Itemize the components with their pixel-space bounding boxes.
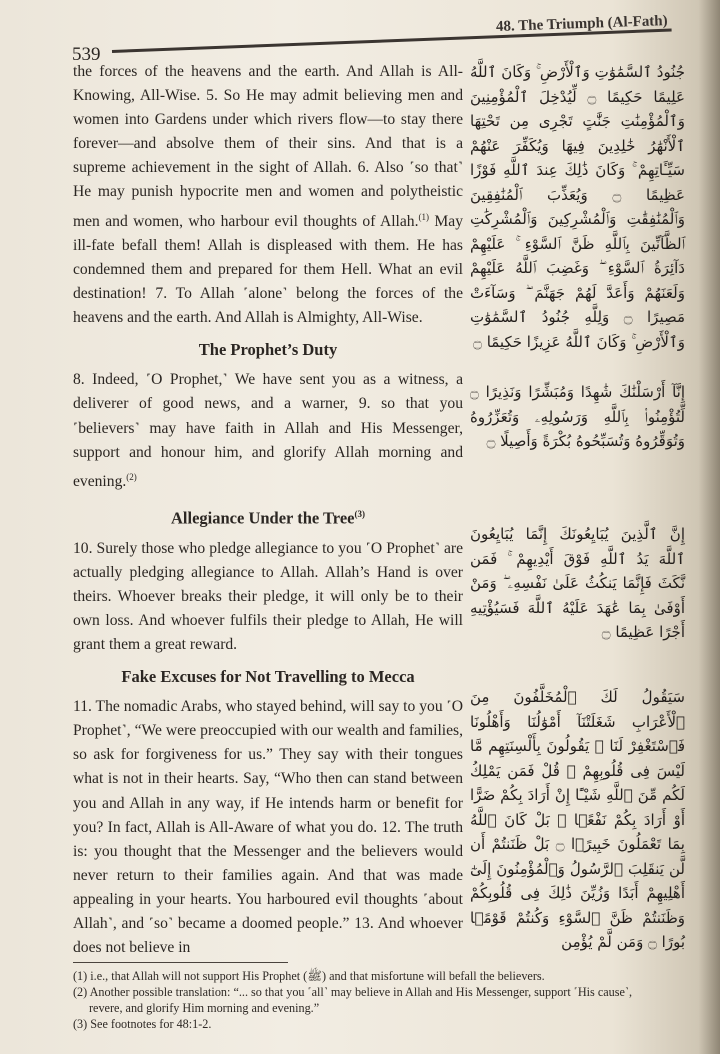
english-translation-column — [73, 60, 463, 960]
arabic-verses: إِنَّ ٱلَّذِينَ يُبَايِعُونَكَ إِنَّمَا يُبَايِعُونَ ٱللَّهَ يَدُ ٱللَّهِ فَوْقَ أَيْدِيهِمْ ۚ فَمَن نَّكَثَ فَإِنَّمَا يَنكُثُ عَلَىٰ نَفْسِهِۦ ۖ وَمَنْ أَوْفَىٰ بِمَا عَٰهَدَ عَلَيْهُ ٱللَّهَ فَسَيُؤْتِيهِ أَجْرًا عَظِيمًا ۝ — [470, 525, 685, 641]
passage-text-cont: May ill-fate befall them! Allah is displeased with them. He has condemned them and prepared for them Hell. What an evil destination! 7. To Allah ˹alone˺ belong the forces of the heavens and the earth. And Allah is Almighty, All-Wise. — [73, 212, 464, 327]
arabic-block-3 — [470, 522, 685, 645]
passage-verses-11-13: 11. The nomadic Arabs, who stayed behind, will say to you ˹O Prophet˺, “We were preoccupied with our wealth and families, so ask for forgiveness for us.” They say with their tongues what is not in their hearts. Say, “Who then can stand between you and Allah in any way, if He intends harm or benefit for you? In fact, Allah is All-Aware of what you do. 12. The truth is: you thought that the Messenger and the believers would never return to their families again. And that was made appealing in your hearts. You harboured evil thoughts ˹about Allah˺, and ˹so˺ became a doomed people.” 13. And whoever does not believe in — [73, 698, 463, 957]
footnote-2-cont: revere, and glorify Him morning and evening.” — [89, 1001, 320, 1015]
heading-fake-excuses: Fake Excuses for Not Travelling to Mecca — [121, 667, 415, 687]
arabic-block-1 — [470, 60, 685, 354]
footnote-ref-3: (3) — [354, 508, 365, 519]
footnote-ref-1: (1) — [418, 211, 430, 222]
running-head: 48. The Triumph (Al-Fath) — [496, 13, 669, 35]
arabic-verses: سَيَقُولُ لَكَ ٱلْمُخَلَّفُونَ مِنَ ٱلْأَعْرَابِ شَغَلَتْنَآ أَمْوَٰلُنَا وَأَهْلُونَا فَٱسْتَغْفِرْ لَنَا ۚ يَقُولُونَ بِأَلْسِنَتِهِم مَّا لَيْسَ فِى قُلُوبِهِمْ ۚ قُلْ فَمَن يَمْلِكُ لَكُم مِّنَ ٱللَّهِ شَيْـًٔا إِنْ أَرَادَ بِكُمْ ضَرًّا أَوْ أَرَادَ بِكُمْ نَفْعًۢا ۚ بَلْ كَانَ ٱللَّهُ بِمَا تَعْمَلُونَ خَبِيرًۢا ۝ بَلْ ظَنَنتُمْ أَن لَّن يَنقَلِبَ ٱلرَّسُولُ وَٱلْمُؤْمِنُونَ إِلَىٰٓ أَهْلِيهِمْ أَبَدًا وَزُيِّنَ ذَٰلِكَ فِى قُلُوبِكُمْ وَظَنَنتُمْ ظَنَّ ٱلسَّوْءِ وَكُنتُمْ قَوْمًۢا بُورًا ۝ وَمَن لَّمْ يُؤْمِن — [470, 688, 685, 951]
passage-text: the forces of the heavens and the earth. And Allah is All-Knowing, All-Wise. 5. So He may admit believing men and women into Gardens under which rivers flow—to stay there forever—and absolve them of their sins. And that is a supreme achievement in the sight of Allah. 6. Also ˹so that˺ He may punish hypocrite men and women and polytheistic men and women, who harbour evil thoughts of Allah. — [73, 63, 463, 230]
arabic-block-2 — [470, 380, 685, 454]
header-rule — [112, 29, 672, 53]
footnote-2: (2) Another possible translation: “... so that you ˹all˺ may believe in Allah and His Messenger, support ˹His cause˺, — [73, 985, 632, 999]
footnotes — [73, 968, 683, 1032]
footnote-rule — [73, 962, 288, 963]
heading-prophets-duty: The Prophet’s Duty — [198, 340, 338, 360]
arabic-verses: إِنَّآ أَرْسَلْنَٰكَ شَٰهِدًا وَمُبَشِّرًا وَنَذِيرًا ۝ لِّتُؤْمِنُوا۟ بِٱللَّهِ وَرَسُولِهِۦ وَتُعَزِّرُوهُ وَتُوَقِّرُوهُ وَتُسَبِّحُوهُ بُكْرَةً وَأَصِيلًا ۝ — [470, 383, 685, 450]
passage-verses-8-9 — [73, 368, 463, 494]
heading-allegiance — [73, 502, 463, 531]
arabic-verses: جُنُودُ ٱلسَّمَٰوَٰتِ وَٱلْأَرْضِ ۚ وَكَانَ ٱللَّهُ عَلِيمًا حَكِيمًا ۝ لِّيُدْخِلَ ٱلْمُؤْمِنِينَ وَٱلْمُؤْمِنَٰتِ جَنَّٰتٍ تَجْرِى مِن تَحْتِهَا ٱلْأَنْهَٰرُ خَٰلِدِينَ فِيهَا وَيُكَفِّرَ عَنْهُمْ سَيِّـَٔاتِهِمْ ۚ وَكَانَ ذَٰلِكَ عِندَ ٱللَّهِ فَوْزًا عَظِيمًا ۝ وَيُعَذِّبَ ٱلْمُنَٰفِقِينَ وَٱلْمُنَٰفِقَٰتِ وَٱلْمُشْرِكِينَ وَٱلْمُشْرِكَٰتِ ٱلظَّآنِّينَ بِٱللَّهِ ظَنَّ ٱلسَّوْءِ ۚ عَلَيْهِمْ دَآئِرَةُ ٱلسَّوْءِ ۖ وَغَضِبَ ٱللَّهُ عَلَيْهِمْ وَلَعَنَهُمْ وَأَعَدَّ لَهُمْ جَهَنَّمَ ۖ وَسَآءَتْ مَصِيرًا ۝ وَلِلَّهِ جُنُودُ ٱلسَّمَٰوَٰتِ وَٱلْأَرْضِ ۚ وَكَانَ ٱللَّهُ عَزِيزًا حَكِيمًا ۝ — [470, 63, 686, 351]
page-number: 539 — [72, 44, 101, 65]
heading-text: Allegiance Under the Tree — [171, 508, 355, 528]
footnote-ref-2: (2) — [126, 471, 137, 482]
footnote-1: (1) i.e., that Allah will not support His Prophet (ﷺ) and that misfortune will befall the believers. — [73, 969, 545, 983]
arabic-block-4 — [470, 685, 685, 955]
passage-text: 8. Indeed, ˹O Prophet,˺ We have sent you as a witness, a deliverer of good news, and a warner, 9. so that you ˹believers˺ may have faith in Allah and His Messenger, support and honour him, and glorify Allah morning and evening. — [73, 371, 463, 490]
passage-verse-10: 10. Surely those who pledge allegiance to you ˹O Prophet˺ are actually pledging allegiance to Allah. Allah’s Hand is over theirs. Whoever breaks their pledge, it will only be to their own loss. And whoever fulfils their pledge to Allah, He will grant them a great reward. — [73, 539, 463, 653]
passage-verses-4-7 — [73, 60, 463, 330]
footnote-3: (3) See footnotes for 48:1-2. — [73, 1017, 212, 1031]
